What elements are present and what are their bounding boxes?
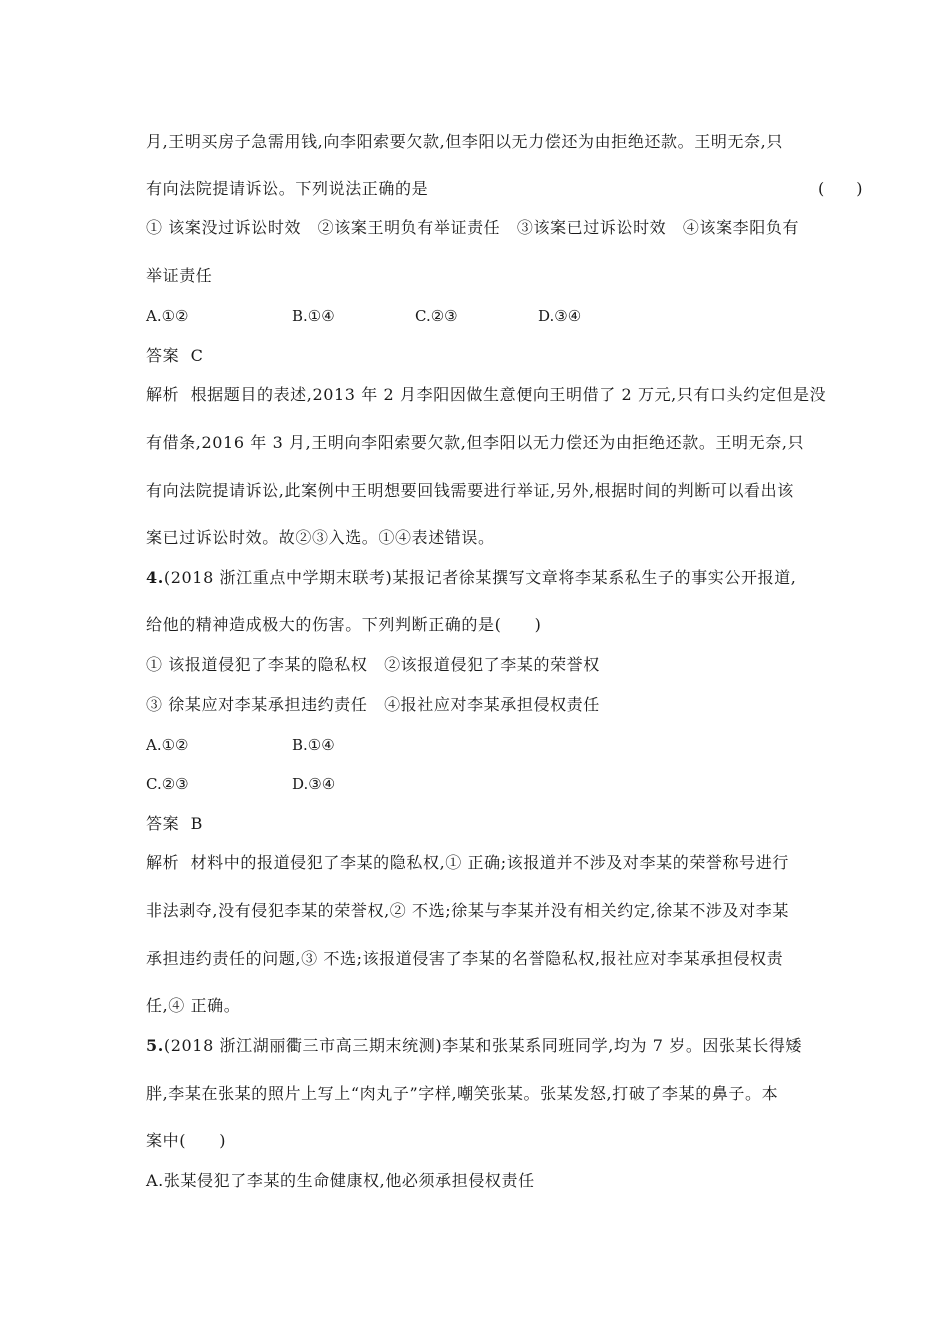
q3-statements-line-1: ① 该案没过诉讼时效 ②该案王明负有举证责任 ③该案已过诉讼时效 ④该案李阳负有 bbox=[146, 218, 800, 237]
q4-analysis-line-2: 非法剥夺,没有侵犯李某的荣誉权,② 不选;徐某与李某并没有相关约定,徐某不涉及对李某 bbox=[146, 901, 789, 920]
q3-option-a: A.①② bbox=[146, 307, 189, 325]
q4-statements-line-2: ③ 徐某应对李某承担违约责任 ④报社应对李某承担侵权责任 bbox=[146, 695, 600, 714]
q3-statements-line-2: 举证责任 bbox=[146, 266, 213, 285]
q3-answer: 答案 C bbox=[146, 346, 204, 365]
q4-stem-line-1: 4.(2018 浙江重点中学期末联考)某报记者徐某撰写文章将李某系私生子的事实公开报道, bbox=[146, 568, 797, 587]
q5-stem-line-3: 案中( ) bbox=[146, 1131, 227, 1150]
q3-option-b: B.①④ bbox=[292, 307, 335, 325]
q3-analysis-line-3: 有向法院提请诉讼,此案例中王明想要回钱需要进行举证,另外,根据时间的判断可以看出该 bbox=[146, 481, 794, 500]
q5-option-a: A.张某侵犯了李某的生命健康权,他必须承担侵权责任 bbox=[146, 1171, 535, 1190]
q3-answer-blank: ( ) bbox=[818, 179, 863, 198]
q4-answer: 答案 B bbox=[146, 814, 203, 833]
q5-stem-line-1: 5.(2018 浙江湖丽衢三市高三期末统测)李某和张某系同班同学,均为 7 岁。因张某长得矮 bbox=[146, 1036, 803, 1055]
question-number: 5. bbox=[146, 1036, 164, 1055]
q4-option-a: A.①② bbox=[146, 736, 189, 754]
question-number: 4. bbox=[146, 568, 164, 587]
q3-stem-line-1: 月,王明买房子急需用钱,向李阳索要欠款,但李阳以无力偿还为由拒绝还款。王明无奈,只 bbox=[146, 132, 783, 151]
q4-analysis-line-3: 承担违约责任的问题,③ 不选;该报道侵害了李某的名誉隐私权,报社应对李某承担侵权责 bbox=[146, 949, 784, 968]
q3-stem-line-2: 有向法院提请诉讼。下列说法正确的是 bbox=[146, 179, 429, 198]
q4-stem-line-2: 给他的精神造成极大的伤害。下列判断正确的是( ) bbox=[146, 615, 542, 634]
q4-statements-line-1: ① 该报道侵犯了李某的隐私权 ②该报道侵犯了李某的荣誉权 bbox=[146, 655, 600, 674]
q3-analysis-line-2: 有借条,2016 年 3 月,王明向李阳索要欠款,但李阳以无力偿还为由拒绝还款。王明无奈,只 bbox=[146, 433, 805, 452]
q3-option-c: C.②③ bbox=[415, 307, 458, 325]
q4-option-d: D.③④ bbox=[292, 775, 336, 793]
q4-analysis-line-1: 解析 材料中的报道侵犯了李某的隐私权,① 正确;该报道并不涉及对李某的荣誉称号进行 bbox=[146, 853, 789, 872]
q3-option-d: D.③④ bbox=[538, 307, 582, 325]
q5-stem-line-2: 胖,李某在张某的照片上写上“肉丸子”字样,嘲笑张某。张某发怒,打破了李某的鼻子。本 bbox=[146, 1084, 779, 1103]
q4-option-c: C.②③ bbox=[146, 775, 189, 793]
q4-analysis-line-4: 任,④ 正确。 bbox=[146, 996, 241, 1015]
q3-analysis-line-1: 解析 根据题目的表述,2013 年 2 月李阳因做生意便向王明借了 2 万元,只有口头约定但是没 bbox=[146, 385, 827, 404]
q4-option-b: B.①④ bbox=[292, 736, 335, 754]
q3-analysis-line-4: 案已过诉讼时效。故②③入选。①④表述错误。 bbox=[146, 528, 495, 547]
